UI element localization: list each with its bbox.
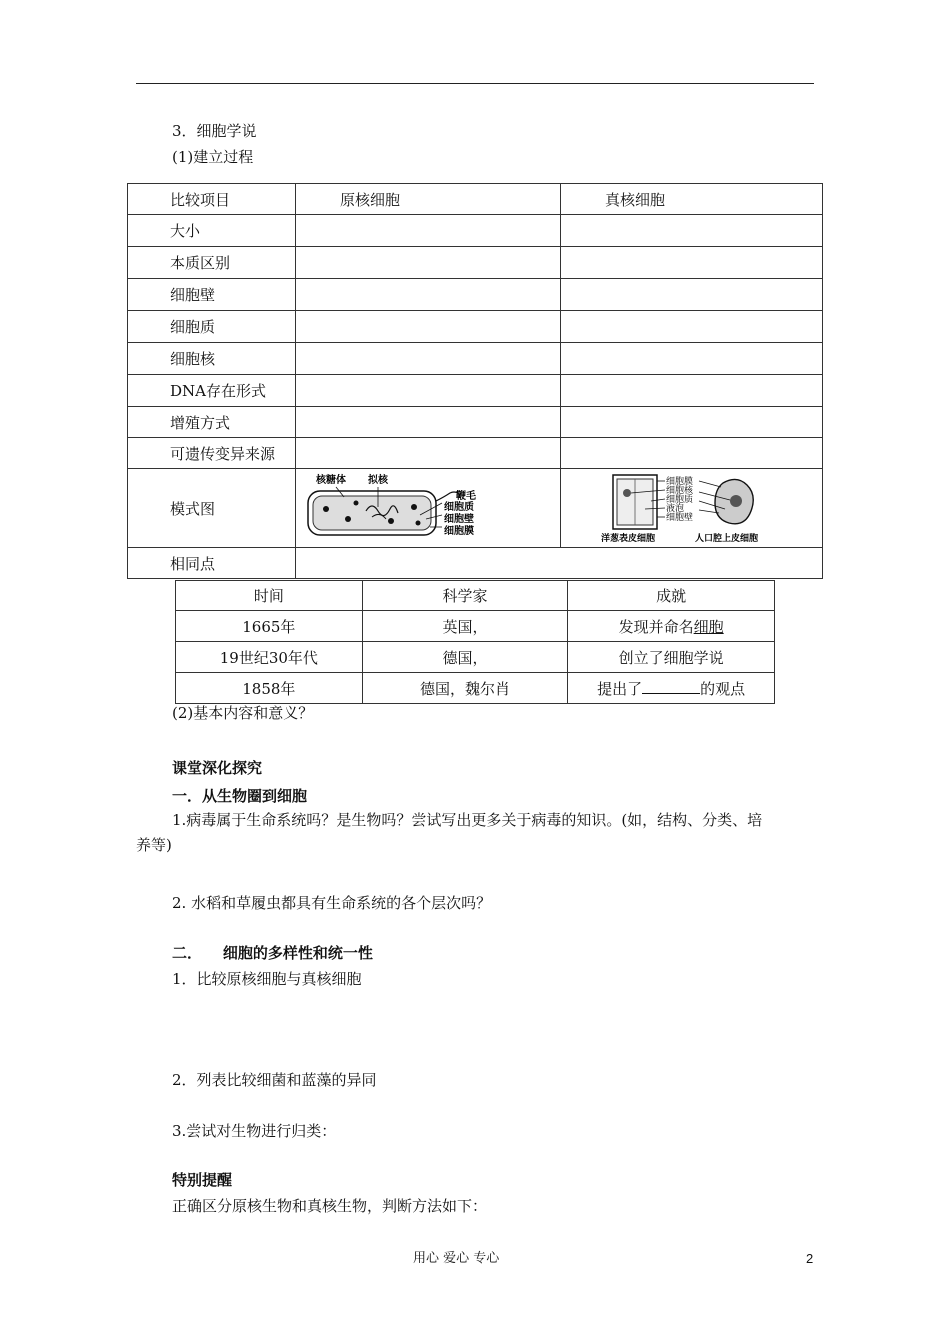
row-label: 可遗传变异来源 (128, 438, 296, 469)
row-label: 细胞核 (128, 343, 296, 375)
caption-cheek-cell: 人口腔上皮细胞 (695, 534, 759, 544)
table-row (128, 215, 823, 247)
row-label: DNA存在形式 (128, 375, 296, 407)
question-1-line2: 养等) (136, 836, 172, 854)
table-row (128, 343, 823, 375)
tip-text: 正确区分原核生物和真核生物，判断方法如下： (172, 1197, 488, 1215)
table-row (128, 279, 823, 311)
label-flagellum: 鞭毛 (456, 491, 477, 502)
underlined-term: 细胞 (693, 617, 724, 636)
header-cell: 时间 (176, 581, 363, 611)
blank-cell (296, 311, 561, 343)
scientist-cell: 德国，魏尔肖 (362, 673, 568, 704)
blank-cell (296, 279, 561, 311)
label-nucleus: 细胞核 (666, 486, 694, 496)
table-row (128, 247, 823, 279)
part2-question-2: 2．列表比较细菌和蓝藻的异同 (172, 1071, 377, 1089)
time-cell: 19世纪30年代 (176, 642, 363, 673)
part2-question-1: 1．比较原核细胞与真核细胞 (172, 970, 362, 988)
cell-theory-history-table (175, 580, 775, 704)
header-rule (136, 83, 814, 84)
part2-question-3: 3.尝试对生物进行归类： (172, 1122, 337, 1140)
header-cell: 科学家 (362, 581, 568, 611)
table-row (176, 673, 775, 704)
table-row (128, 438, 823, 469)
question-2: 2. 水稻和草履虫都具有生命系统的各个层次吗？ (172, 894, 492, 912)
blank-cell (561, 343, 823, 375)
header-cell: 真核细胞 (561, 184, 823, 215)
header-cell: 原核细胞 (296, 184, 561, 215)
blank-cell (296, 407, 561, 438)
table-row (128, 375, 823, 407)
table-row (176, 642, 775, 673)
row-label: 相同点 (128, 548, 296, 579)
question-1-line1: 1.病毒属于生命系统吗？是生物吗？尝试写出更多关于病毒的知识。(如，结构、分类、培 (172, 811, 763, 829)
blank-cell (296, 375, 561, 407)
table-row (176, 611, 775, 642)
table-row (128, 311, 823, 343)
row-label: 细胞壁 (128, 279, 296, 311)
tip-title: 特别提醒 (172, 1171, 233, 1189)
time-cell: 1665年 (176, 611, 363, 642)
achievement-text: 提出了 (597, 679, 643, 698)
achievement-cell (568, 673, 775, 704)
achievement-cell (568, 611, 775, 642)
table-header-row (176, 581, 775, 611)
scientist-cell: 英国， (362, 611, 568, 642)
eukaryote-diagram-cell (561, 469, 823, 548)
blank-cell (296, 438, 561, 469)
row-label: 大小 (128, 215, 296, 247)
blank-cell (561, 438, 823, 469)
subsection-establishment: (1)建立过程 (172, 148, 254, 166)
scientist-cell: 德国， (362, 642, 568, 673)
row-label: 增殖方式 (128, 407, 296, 438)
blank-cell (561, 311, 823, 343)
part1-title: 一．从生物圈到细胞 (172, 787, 308, 805)
blank-cell (296, 247, 561, 279)
page-number: 2 (806, 1251, 814, 1266)
label-nucleoid: 拟核 (368, 475, 389, 486)
label-cell-membrane: 细胞膜 (444, 526, 475, 537)
table-row-diagram (128, 469, 823, 548)
part2-title: 二． 细胞的多样性和统一性 (172, 944, 373, 962)
label-wall: 细胞壁 (666, 513, 694, 523)
prokaryote-cell-diagram (296, 471, 558, 545)
subsection-content: (2)基本内容和意义？ (172, 704, 314, 722)
blank-cell (561, 279, 823, 311)
eukaryote-cell-diagram (561, 471, 819, 545)
row-label: 模式图 (128, 469, 296, 548)
label-cytoplasm: 细胞质 (444, 502, 475, 513)
table-row (128, 548, 823, 579)
fill-in-blank (642, 679, 700, 694)
blank-cell (296, 215, 561, 247)
achievement-cell: 创立了细胞学说 (568, 642, 775, 673)
achievement-text: 发现并命名 (618, 617, 694, 636)
label-cell-wall: 细胞壁 (444, 514, 475, 525)
table-header-row (128, 184, 823, 215)
blank-cell (561, 375, 823, 407)
row-label: 细胞质 (128, 311, 296, 343)
table-row (128, 407, 823, 438)
blank-cell (561, 215, 823, 247)
blank-cell (561, 407, 823, 438)
row-label: 本质区别 (128, 247, 296, 279)
prokaryote-diagram-cell (296, 469, 561, 548)
blank-cell (561, 247, 823, 279)
footer-motto: 用心 爱心 专心 (413, 1251, 500, 1266)
achievement-suffix: 的观点 (700, 679, 746, 698)
header-cell: 比较项目 (128, 184, 296, 215)
section-title: 3．细胞学说 (172, 122, 257, 140)
label-ribosome: 核糖体 (316, 475, 347, 486)
blank-cell (296, 548, 823, 579)
header-cell: 成就 (568, 581, 775, 611)
caption-onion-cell: 洋葱表皮细胞 (601, 534, 656, 544)
comparison-table (127, 183, 823, 579)
time-cell: 1858年 (176, 673, 363, 704)
deep-inquiry-title: 课堂深化探究 (172, 759, 263, 777)
label-vacuole: 液泡 (666, 504, 685, 514)
blank-cell (296, 343, 561, 375)
label-membrane: 细胞膜 (666, 477, 694, 487)
label-cytoplasm: 细胞质 (666, 495, 694, 505)
